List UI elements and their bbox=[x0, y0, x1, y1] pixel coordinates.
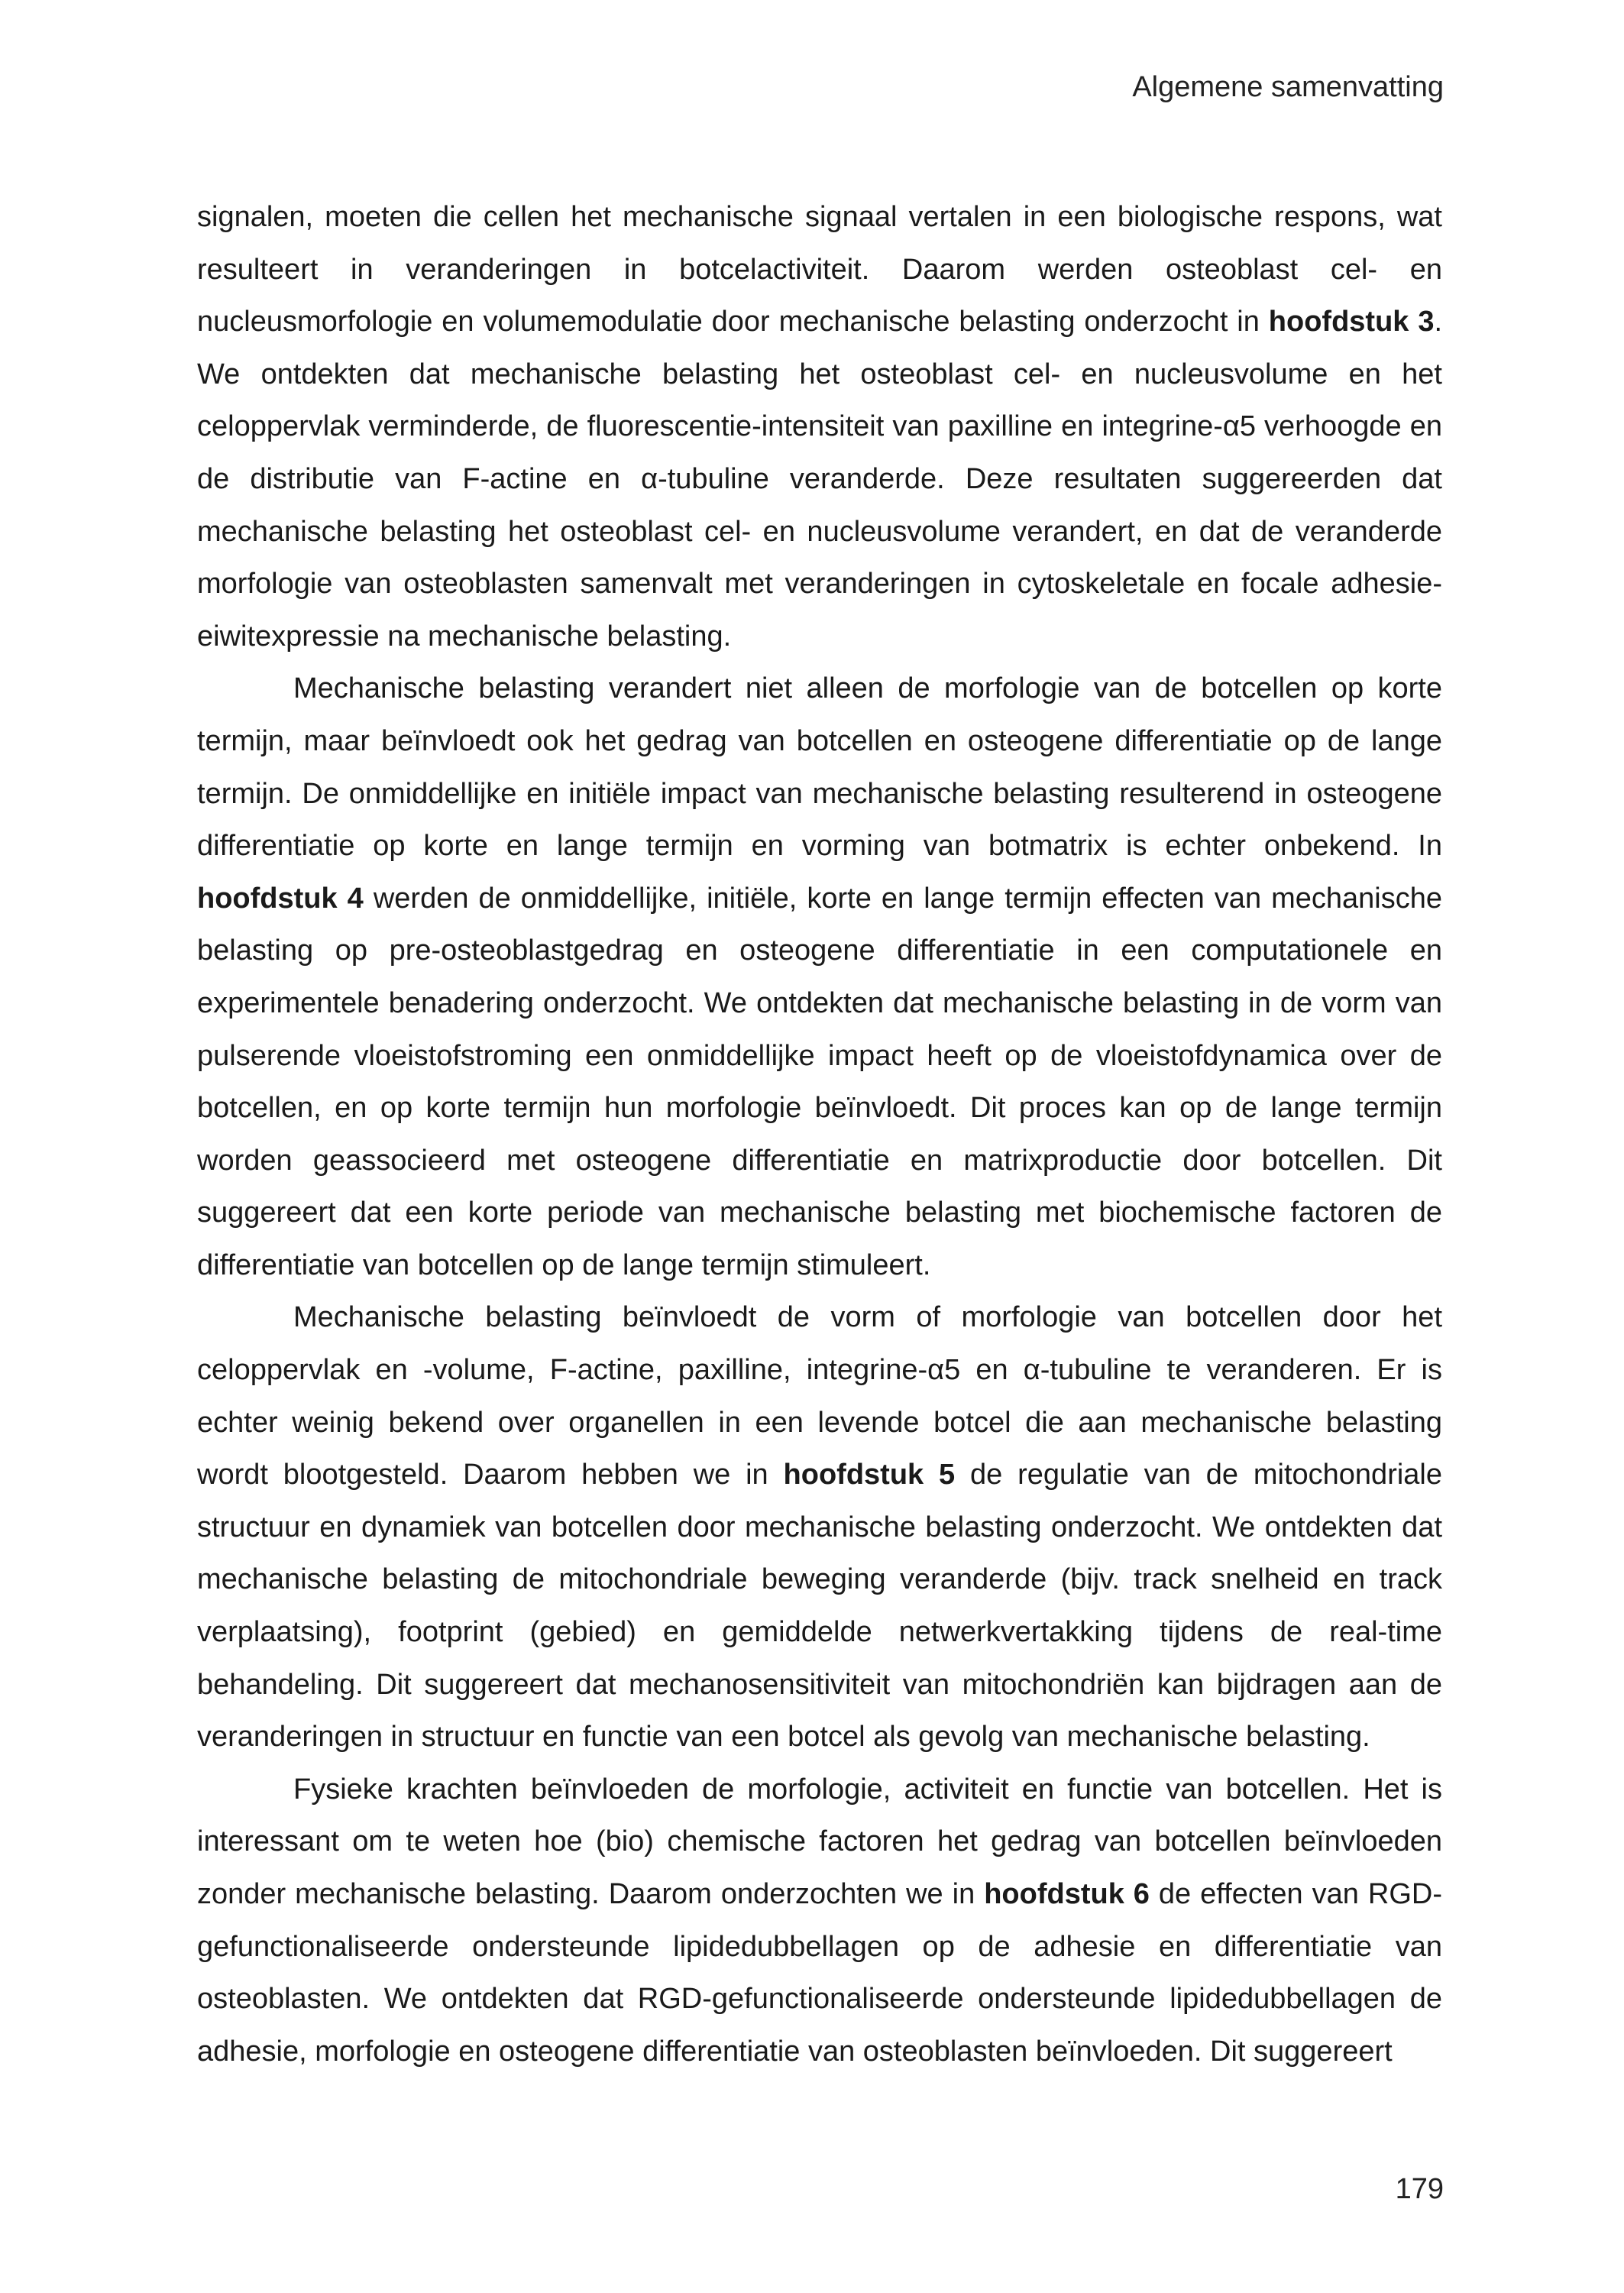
chapter-4-reference: hoofdstuk 4 bbox=[197, 882, 364, 915]
paragraph-2-text-b: werden de onmiddellijke, initiële, korte en lange termijn effecten van mechanische belasting op pre-osteoblastgedrag en osteogene differentiatie in een computationele en experimentele benadering onderzocht. We ontdekten dat mechanische belasting in de vorm van pulserende vloeistofstroming een onmiddellijke impact heeft op de vloeistofdynamica over de botcellen, en op korte termijn hun morfologie beïnvloedt. Dit proces kan op de lange termijn worden geassocieerd met osteogene differentiatie en matrixproductie door botcellen. Dit suggereert dat een korte periode van mechanische belasting met biochemische factoren de differentiatie van botcellen op de lange termijn stimuleert. bbox=[197, 882, 1443, 1281]
paragraph-3 bbox=[197, 1291, 1442, 1763]
paragraph-3-text-b: de regulatie van de mitochondriale structuur en dynamiek van botcellen door mechanische belasting onderzocht. We ontdekten dat mechanische belasting de mitochondriale beweging veranderde (bijv. track snelheid en track verplaatsing), footprint (gebied) en gemiddelde netwerkvertakking tijdens de real-time behandeling. Dit suggereert dat mechanosensitiviteit van mitochondriën kan bijdragen aan de veranderingen in structuur en functie van een botcel als gevolg van mechanische belasting. bbox=[197, 1459, 1443, 1754]
paragraph-2 bbox=[197, 662, 1442, 1291]
body-text bbox=[197, 191, 1442, 2078]
paragraph-2-text-a: Mechanische belasting verandert niet alleen de morfologie van de botcellen op korte termijn, maar beïnvloedt ook het gedrag van botcellen en osteogene differentiatie op de lange termijn. De onmiddellijke en initiële impact van mechanische belasting resulterend in osteogene differentiatie op korte en lange termijn en vorming van botmatrix is echter onbekend. In bbox=[197, 672, 1442, 863]
paragraph-4-text-b: de effecten van RGD-gefunctionaliseerde ondersteunde lipidedubbellagen op de adhesie en differentiatie van osteoblasten. We ontdekten dat RGD-gefunctionaliseerde ondersteunde lipidedubbellagen de adhesie, morfologie en osteogene differentiatie van osteoblasten beïnvloeden. Dit suggereert bbox=[197, 1878, 1442, 2068]
paragraph-3-text-a: Mechanische belasting beïnvloedt de vorm of morfologie van botcellen door het celoppervlak en -volume, F-actine, paxilline, integrine-α5 en α-tubuline te veranderen. Er is echter weinig bekend over organellen in een levende botcel die aan mechanische belasting wordt blootgesteld. Daarom hebben we in bbox=[197, 1301, 1442, 1491]
paragraph-1-text-a: signalen, moeten die cellen het mechanische signaal vertalen in een biologische respons, wat resulteert in veranderingen in botcelactiviteit. Daarom werden osteoblast cel- en nucleusmorfologie en volumemodulatie door mechanische belasting onderzocht in bbox=[197, 201, 1442, 338]
chapter-5-reference: hoofdstuk 5 bbox=[783, 1459, 956, 1491]
paragraph-1 bbox=[197, 191, 1442, 662]
paragraph-1-text-b: . We ontdekten dat mechanische belasting het osteoblast cel- en nucleusvolume en het celoppervlak verminderde, de fluorescentie-intensiteit van paxilline en integrine-α5 verhoogde en de distributie van F-actine en α-tubuline veranderde. Deze resultaten suggereerden dat mechanische belasting het osteoblast cel- en nucleusvolume verandert, en dat de veranderde morfologie van osteoblasten samenvalt met veranderingen in cytoskeletale en focale adhesie-eiwitexpressie na mechanische belasting. bbox=[197, 306, 1443, 653]
chapter-6-reference: hoofdstuk 6 bbox=[984, 1878, 1150, 1910]
paragraph-4 bbox=[197, 1763, 1442, 2078]
running-header: Algemene samenvatting bbox=[1132, 71, 1444, 103]
paragraph-4-text-a: Fysieke krachten beïnvloeden de morfologie, activiteit en functie van botcellen. Het is interessant om te weten hoe (bio) chemische factoren het gedrag van botcellen beïnvloeden zonder mechanische belasting. Daarom onderzochten we in bbox=[197, 1773, 1442, 1910]
page-number: 179 bbox=[1395, 2173, 1444, 2205]
chapter-3-reference: hoofdstuk 3 bbox=[1268, 306, 1435, 338]
